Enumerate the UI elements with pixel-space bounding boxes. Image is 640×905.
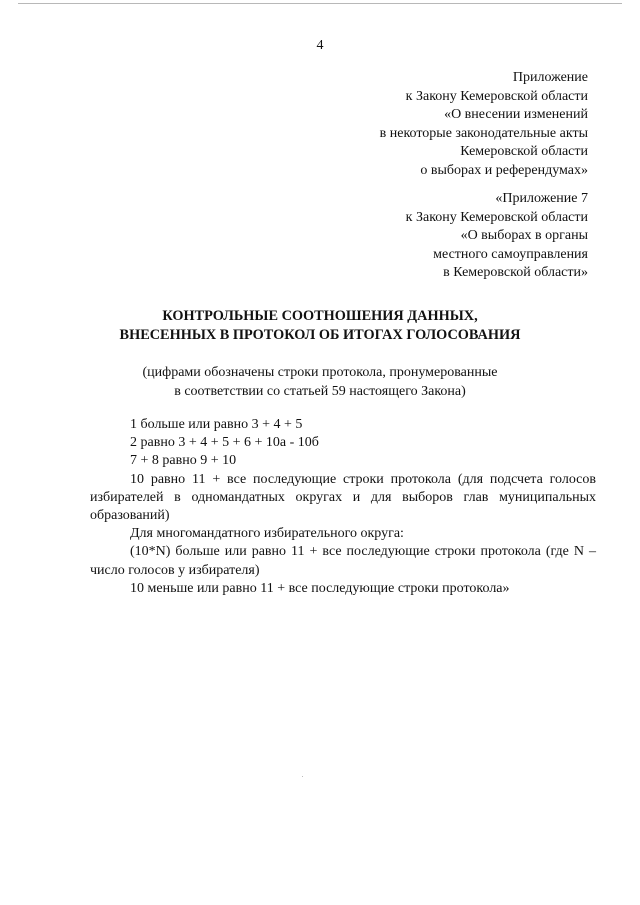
scan-speck [302, 776, 303, 777]
annex-header [380, 69, 588, 181]
document-title-line: КОНТРОЛЬНЫЕ СООТНОШЕНИЯ ДАННЫХ, [162, 308, 478, 324]
annex-7-header [406, 190, 588, 283]
annex-header-line: в некоторые законодательные акты [379, 125, 588, 141]
annex-header-line: к Закону Кемеровской области [405, 88, 588, 104]
document-subtitle [0, 364, 640, 401]
ratio-paragraph: 2 равно 3 + 4 + 5 + 6 + 10а - 10б [130, 435, 319, 451]
annex-7-header-line: к Закону Кемеровской области [405, 209, 588, 225]
annex-7-header-line: в Кемеровской области» [443, 265, 588, 281]
ratio-paragraph: (10*N) больше или равно 11 + все последующие строки протокола (где N – число голосов у избирателя) [90, 544, 596, 578]
document-title [0, 307, 640, 345]
annex-header-line: о выборах и референдумах» [420, 162, 588, 178]
annex-7-header-line: местного самоуправления [433, 246, 588, 262]
page-number: 4 [316, 38, 324, 53]
document-title-line: ВНЕСЕННЫХ В ПРОТОКОЛ ОБ ИТОГАХ ГОЛОСОВАНИЯ [119, 327, 521, 343]
annex-7-header-line: «Приложение 7 [495, 191, 588, 206]
annex-7-header-line: «О выборах в органы [460, 228, 588, 244]
ratio-paragraph: Для многомандатного избирательного округа: [130, 526, 404, 542]
ratio-paragraph: 10 меньше или равно 11 + все последующие строки протокола» [130, 580, 510, 596]
ratio-paragraph: 7 + 8 равно 9 + 10 [130, 453, 237, 469]
annex-header-line: Кемеровской области [460, 144, 588, 160]
top-rule [18, 3, 622, 4]
ratio-paragraph: 10 равно 11 + все последующие строки протокола (для подсчета голосов избирателей в одномандатных округах и для выборов глав муниципальных образований) [90, 471, 596, 524]
ratio-paragraph: 1 больше или равно 3 + 4 + 5 [130, 417, 303, 432]
control-ratios-body [90, 416, 596, 598]
annex-header-line: Приложение [512, 70, 588, 85]
document-subtitle-line: в соответствии со статьей 59 настоящего Закона) [174, 383, 466, 399]
document-subtitle-line: (цифрами обозначены строки протокола, пронумерованные [142, 365, 498, 380]
annex-header-line: «О внесении изменений [444, 107, 588, 123]
